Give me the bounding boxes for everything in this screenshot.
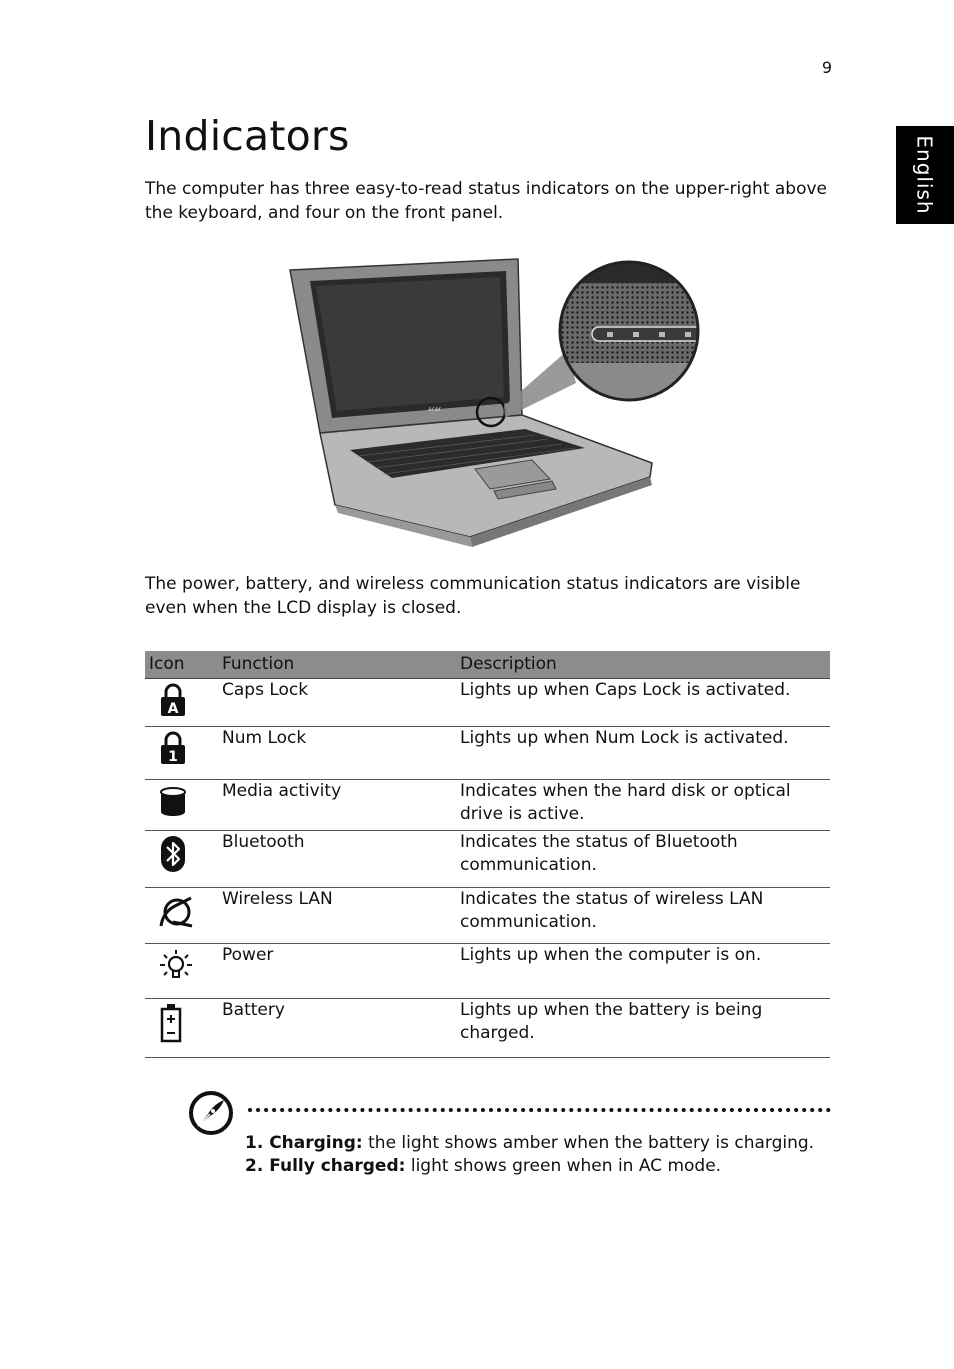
description-cell: Lights up when Caps Lock is activated. xyxy=(456,679,830,727)
table-row xyxy=(145,944,830,999)
note-pen-icon xyxy=(188,1090,234,1136)
power-icon xyxy=(159,948,193,984)
laptop-illustration xyxy=(280,255,710,555)
language-tab xyxy=(896,126,954,224)
page-title: Indicators xyxy=(145,112,350,160)
function-cell: Media activity xyxy=(218,780,456,831)
function-cell: Wireless LAN xyxy=(218,888,456,944)
table-row xyxy=(145,679,830,727)
table-row xyxy=(145,727,830,780)
media-activity-icon xyxy=(159,784,187,818)
description-cell: Indicates the status of Bluetooth communication. xyxy=(456,831,830,888)
note-text: the light shows amber when the battery is charging. xyxy=(362,1133,815,1153)
battery-icon xyxy=(159,1003,183,1043)
note-item xyxy=(245,1132,814,1155)
note-label: 2. Fully charged: xyxy=(245,1156,406,1176)
description-cell: Lights up when the computer is on. xyxy=(456,944,830,999)
function-cell: Power xyxy=(218,944,456,999)
header-icon: Icon xyxy=(145,651,218,679)
intro-paragraph: The computer has three easy-to-read status indicators on the upper-right above the keyboard, and four on the front panel. xyxy=(145,179,828,223)
wireless-lan-icon xyxy=(159,892,195,930)
svg-text:1: 1 xyxy=(168,749,178,765)
note-divider xyxy=(248,1108,831,1112)
function-cell: Battery xyxy=(218,999,456,1058)
note-item xyxy=(245,1155,814,1178)
note-list xyxy=(245,1132,814,1178)
function-cell: Bluetooth xyxy=(218,831,456,888)
visibility-paragraph: The power, battery, and wireless communication status indicators are visible even when the LCD display is closed. xyxy=(145,574,801,618)
bluetooth-icon xyxy=(159,835,187,873)
indicator-table xyxy=(145,651,830,1058)
note-text: light shows green when in AC mode. xyxy=(405,1156,722,1176)
description-cell: Indicates when the hard disk or optical drive is active. xyxy=(456,780,830,831)
table-row xyxy=(145,999,830,1058)
description-cell: Indicates the status of wireless LAN communication. xyxy=(456,888,830,944)
note-label: 1. Charging: xyxy=(245,1133,363,1153)
table-row xyxy=(145,780,830,831)
table-header-row xyxy=(145,651,830,679)
table-row xyxy=(145,831,830,888)
svg-text:A: A xyxy=(167,701,179,717)
description-cell: Lights up when Num Lock is activated. xyxy=(456,727,830,780)
header-description: Description xyxy=(456,651,830,679)
function-cell: Caps Lock xyxy=(218,679,456,727)
caps-lock-icon xyxy=(159,683,187,717)
description-cell: Lights up when the battery is being charged. xyxy=(456,999,830,1058)
language-tab-label: English xyxy=(913,135,937,215)
header-function: Function xyxy=(218,651,456,679)
function-cell: Num Lock xyxy=(218,727,456,780)
table-row xyxy=(145,888,830,944)
num-lock-icon xyxy=(159,731,187,765)
laptop-brand-label: acer xyxy=(428,406,442,413)
page-number: 9 xyxy=(821,58,832,77)
